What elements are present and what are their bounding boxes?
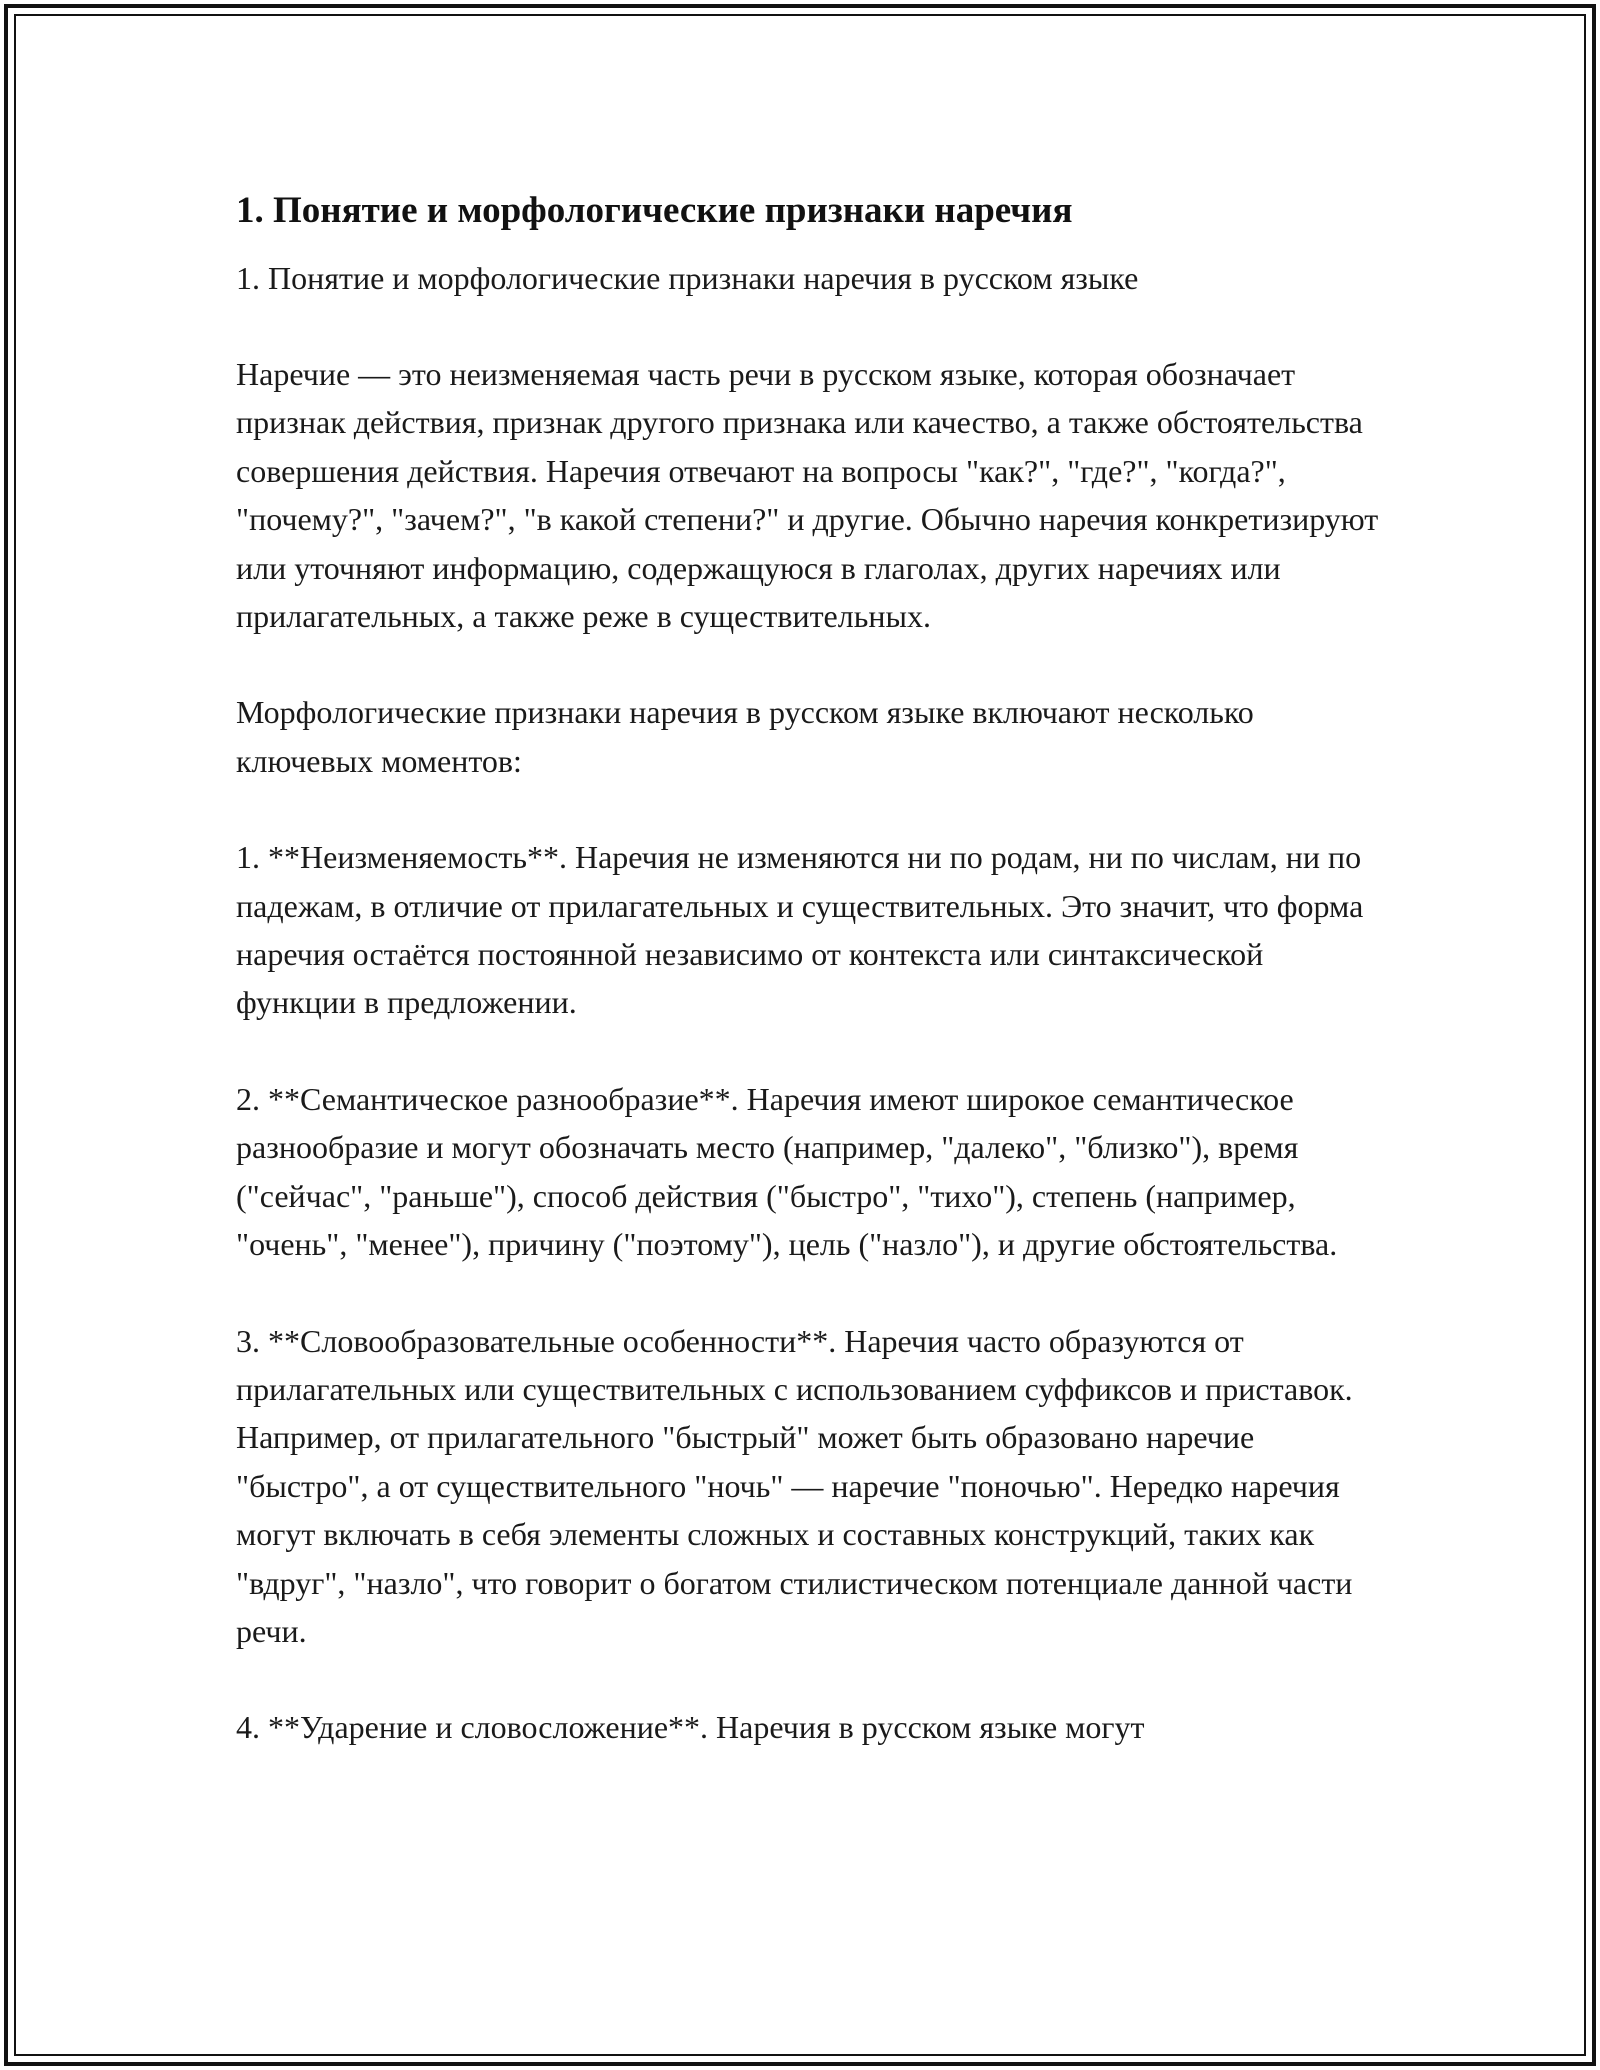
paragraph-morphology-intro: Морфологические признаки наречия в русском языке включают несколько ключевых моментов: (236, 694, 1254, 779)
list-item-immutability: 1. **Неизменяемость**. Наречия не изменяются ни по родам, ни по числам, ни по падежам, в отличие от прилагательных и существительных. Это значит, что форма наречия остаётся постоянной независимо от контекста или синтаксической функции в предложении. (236, 839, 1364, 1021)
section-heading: 1. Понятие и морфологические признаки наречия (236, 190, 1073, 231)
list-item-semantic-diversity: 2. **Семантическое разнообразие**. Наречия имеют широкое семантическое разнообразие и могут обозначать место (например, "далеко", "близко"), время ("сейчас", "раньше"), способ действия ("быстро", "тихо"), степень (например, "очень", "менее"), причину ("поэтому"), цель ("назло"), и другие обстоятельства. (236, 1080, 1338, 1263)
list-item-stress-compounding: 4. **Ударение и словосложение**. Наречия в русском языке могут (236, 1709, 1145, 1746)
section-subtitle: 1. Понятие и морфологические признаки наречия в русском языке (236, 260, 1139, 296)
list-item-word-formation: 3. **Словообразовательные особенности**. Наречия часто образуются от прилагательных или существительных с использованием суффиксов и приставок. Например, от прилагательного "быстрый" может быть образовано наречие "быстро", а от существительного "ночь" — наречие "поночью". Нередко наречия могут включать в себя элементы сложных и составных конструкций, таких как "вдруг", "назло", что говорит о богатом стилистическом потенциале данной части речи. (236, 1322, 1353, 1649)
document-body (236, 188, 1386, 1752)
paragraph-definition: Наречие — это неизменяемая часть речи в русском языке, которая обозначает признак действия, признак другого признака или качество, а также обстоятельства совершения действия. Наречия отвечают на вопросы "как?", "где?", "когда?", "почему?", "зачем?", "в какой степени?" и другие. Обычно наречия конкретизируют или уточняют информацию, содержащуюся в глаголах, других наречиях или прилагательных, а также реже в существительных. (236, 356, 1379, 635)
